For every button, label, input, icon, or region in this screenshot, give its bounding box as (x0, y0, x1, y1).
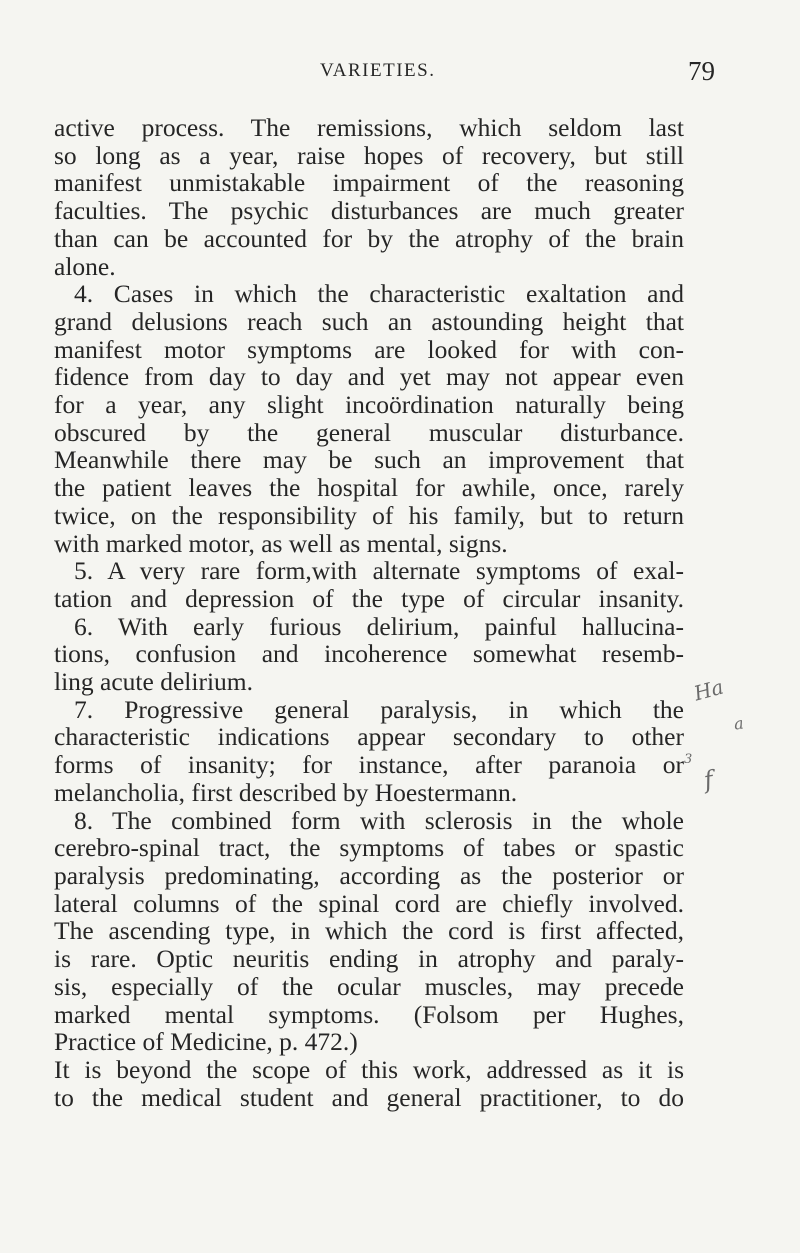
text-line-19: 6. With early furious delirium, painful hallucina- (74, 611, 684, 641)
page-number: 79 (688, 56, 715, 86)
text-line-7: 4. Cases in which the characteristic exaltation and (74, 279, 684, 309)
text-line-33: marked mental symptoms. (Folsom per Hughes, (54, 999, 684, 1029)
text-line-29: lateral columns of the spinal cord are chiefly involved. (54, 888, 684, 918)
text-line-16: with marked motor, as well as mental, signs. (54, 528, 508, 558)
text-line-11: for a year, any slight incoördination naturally being (54, 390, 684, 420)
text-line-9: manifest motor symptoms are looked for with con- (54, 334, 684, 364)
text-line-28: paralysis predominating, according as the posterior or (54, 860, 684, 890)
text-line-34: Practice of Medicine, p. 472.) (54, 1027, 358, 1057)
text-line-17: 5. A very rare form,with alternate symptoms of exal- (74, 556, 684, 586)
text-line-4: faculties. The psychic disturbances are much greater (54, 196, 684, 226)
text-line-10: fidence from day to day and yet may not appear even (54, 362, 684, 392)
text-line-23: characteristic indications appear secondary to other (54, 722, 684, 752)
text-line-18: tation and depression of the type of circular insanity. (54, 583, 684, 613)
text-line-36: to the medical student and general practitioner, to do (54, 1082, 684, 1112)
text-line-26: 8. The combined form with sclerosis in the whole (74, 805, 684, 835)
text-line-22: 7. Progressive general paralysis, in which the (74, 694, 684, 724)
margin-mark-3: 3 (684, 752, 693, 767)
text-line-6: alone. (54, 251, 116, 281)
margin-mark-a: a (732, 713, 745, 734)
running-head (0, 56, 800, 96)
body-text (54, 114, 684, 1111)
text-line-35: It is beyond the scope of this work, addressed as it is (54, 1054, 684, 1084)
text-line-20: tions, confusion and incoherence somewhat resemb- (54, 639, 684, 669)
text-line-25: melancholia, first described by Hoestermann. (54, 777, 518, 807)
text-line-15: twice, on the responsibility of his family, but to return (54, 500, 684, 530)
text-line-27: cerebro-spinal tract, the symptoms of tabes or spastic (54, 833, 684, 863)
margin-mark-ha: Ha (691, 674, 726, 706)
text-line-1: active process. The remissions, which seldom last (54, 113, 684, 142)
text-line-5: than can be accounted for by the atrophy of the brain (54, 223, 684, 253)
text-line-12: obscured by the general muscular disturbance. (54, 417, 684, 447)
text-line-3: manifest unmistakable impairment of the reasoning (54, 168, 684, 198)
text-line-2: so long as a year, raise hopes of recovery, but still (54, 140, 684, 170)
text-line-8: grand delusions reach such an astounding height that (54, 306, 684, 336)
text-line-30: The ascending type, in which the cord is first affected, (54, 916, 684, 946)
running-title: VARIETIES. (320, 60, 436, 81)
handwritten-margin-notes (684, 670, 790, 820)
margin-mark-f: f (701, 765, 716, 795)
text-line-24: forms of insanity; for instance, after paranoia or (54, 750, 684, 780)
text-line-14: the patient leaves the hospital for awhile, once, rarely (54, 473, 684, 503)
text-line-13: Meanwhile there may be such an improvement that (54, 445, 684, 475)
text-line-21: ling acute delirium. (54, 667, 253, 697)
text-line-32: sis, especially of the ocular muscles, may precede (54, 971, 684, 1001)
text-line-31: is rare. Optic neuritis ending in atrophy and paraly- (54, 944, 684, 974)
